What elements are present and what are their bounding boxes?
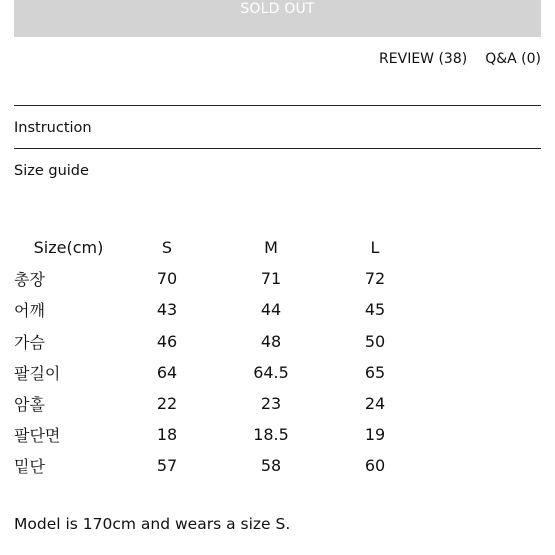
cell-m: 18.5 [253,425,289,445]
row-label: 암홀 [14,395,45,415]
cell-s: 18 [156,425,178,445]
row-label: 총장 [14,270,45,290]
cell-m: 71 [260,269,282,289]
size-table [14,232,419,482]
table-row [14,357,419,388]
cell-s: 70 [156,269,178,289]
cell-l: 50 [364,331,386,351]
table-row [14,419,419,450]
cell-s: 57 [156,456,178,476]
cell-l: 19 [364,425,386,445]
instruction-heading[interactable]: Instruction [14,120,92,136]
row-label: 가슴 [14,332,45,352]
cell-l: 24 [364,394,386,414]
table-row [14,450,419,481]
row-label: 밑단 [14,457,45,477]
review-links [379,51,541,67]
cell-l: 65 [364,362,386,382]
size-header-label: Size(cm) [33,238,104,258]
size-table-header [14,232,419,263]
qa-link[interactable]: Q&A (0) [485,51,541,67]
size-header-l: L [370,238,380,258]
cell-s: 22 [156,394,178,414]
table-row [14,388,419,419]
cell-s: 46 [156,331,178,351]
cell-l: 45 [364,300,386,320]
review-link[interactable]: REVIEW (38) [379,51,468,67]
table-row [14,263,419,294]
size-guide-heading: Size guide [14,163,89,179]
cell-m: 48 [260,331,282,351]
model-size-note: Model is 170cm and wears a size S. [14,515,291,533]
cell-m: 23 [260,394,282,414]
cell-m: 44 [260,300,282,320]
size-header-s: S [161,238,173,258]
divider [14,148,541,149]
size-header-m: M [264,238,278,258]
cell-l: 60 [364,456,386,476]
row-label: 어깨 [14,301,45,321]
table-row [14,294,419,325]
cell-s: 43 [156,300,178,320]
cell-m: 64.5 [253,362,289,382]
cell-l: 72 [364,269,386,289]
sold-out-button[interactable]: SOLD OUT [14,0,541,37]
row-label: 팔단면 [14,426,61,446]
row-label: 팔길이 [14,363,61,383]
divider [14,105,541,106]
table-row [14,326,419,357]
cell-s: 64 [156,362,178,382]
cell-m: 58 [260,456,282,476]
